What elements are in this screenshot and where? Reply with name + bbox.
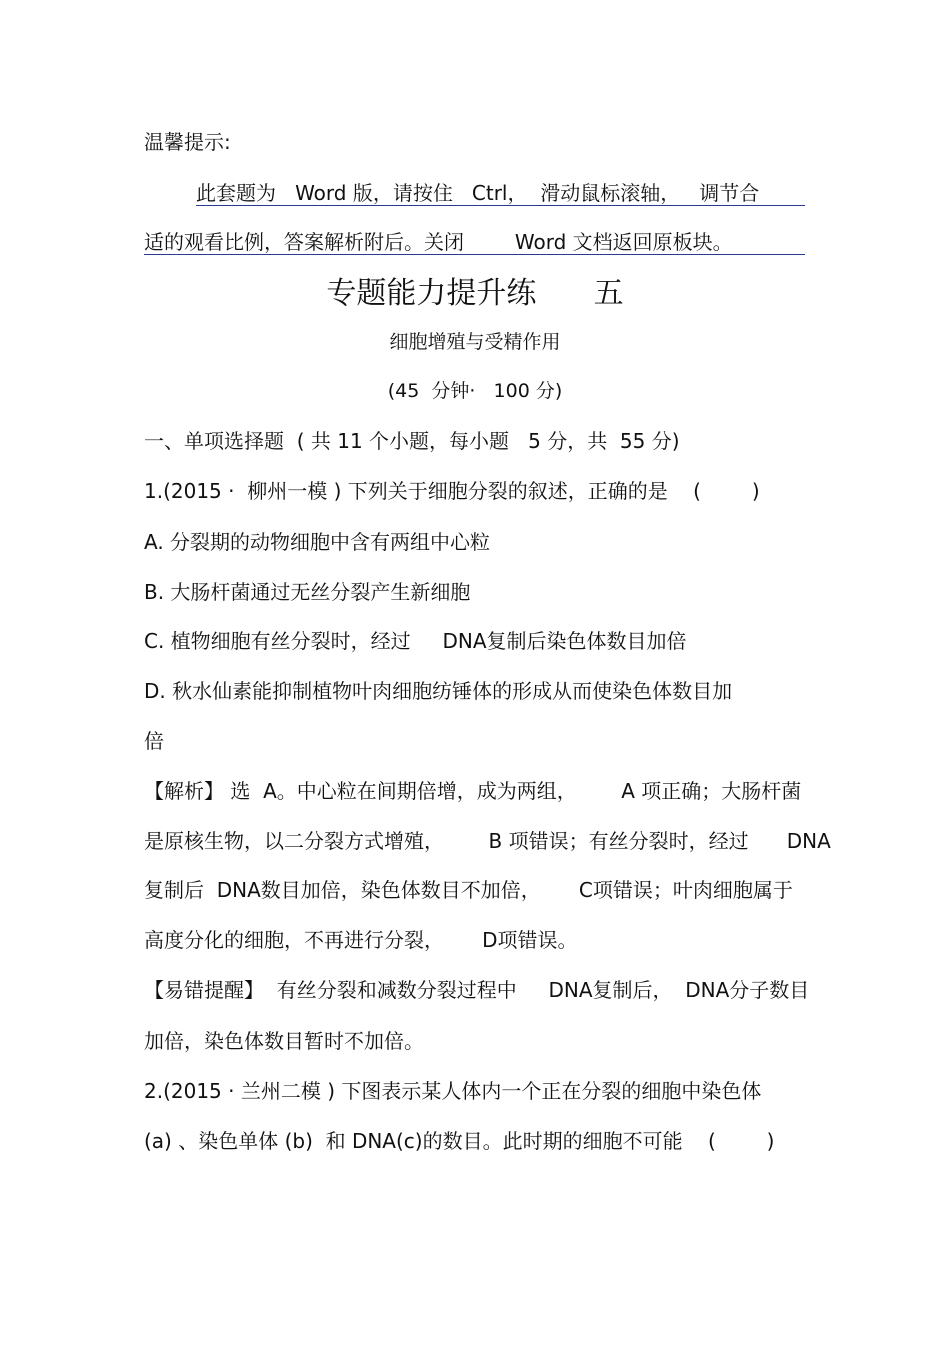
- notice-line-1: 此套题为 Word 版，请按住 Ctrl， 滑动鼠标滚轴， 调节合: [196, 181, 760, 205]
- q1-option-c: C. 植物细胞有丝分裂时，经过 DNA复制后染色体数目加倍: [144, 629, 687, 653]
- q1-analysis-3: 复制后 DNA数目加倍，染色体数目不加倍， C项错误；叶肉细胞属于: [144, 878, 793, 902]
- notice-underline-1: [196, 205, 805, 206]
- q2-stem-1: 2.(2015 · 兰州二模 ) 下图表示某人体内一个正在分裂的细胞中染色体: [144, 1079, 762, 1103]
- page-title: 专题能力提升练 五: [326, 276, 624, 311]
- notice-line-2: 适的观看比例，答案解析附后。关闭 Word 文档返回原板块。: [144, 230, 733, 254]
- q1-stem: 1.(2015 · 柳州一模 ) 下列关于细胞分裂的叙述，正确的是 ( ): [144, 479, 760, 503]
- q1-tip-1: 【易错提醒】 有丝分裂和减数分裂过程中 DNA复制后， DNA分子数目: [144, 978, 810, 1002]
- notice-underline-2: [144, 254, 805, 255]
- q2-stem-2: (a) 、染色单体 (b) 和 DNA(c)的数目。此时期的细胞不可能 ( ): [144, 1129, 775, 1153]
- q1-analysis-2: 是原核生物，以二分裂方式增殖， B 项错误；有丝分裂时，经过 DNA: [144, 829, 831, 853]
- notice-heading: 温馨提示:: [144, 130, 231, 154]
- section-heading: 一、单项选择题 ( 共 11 个小题，每小题 5 分，共 55 分): [144, 429, 680, 453]
- q1-option-b: B. 大肠杆菌通过无丝分裂产生新细胞: [144, 580, 471, 604]
- q1-analysis-4: 高度分化的细胞，不再进行分裂， D项错误。: [144, 928, 578, 952]
- q1-option-a: A. 分裂期的动物细胞中含有两组中心粒: [144, 530, 491, 554]
- q1-option-d: D. 秋水仙素能抑制植物叶肉细胞纺锤体的形成从而使染色体数目加: [144, 679, 733, 703]
- q1-option-d-cont: 倍: [144, 729, 164, 753]
- q1-tip-2: 加倍，染色体数目暂时不加倍。: [144, 1029, 424, 1053]
- page-subtitle: 细胞增殖与受精作用: [389, 331, 561, 353]
- q1-analysis-1: 【解析】 选 A。中心粒在间期倍增，成为两组， A 项正确；大肠杆菌: [144, 779, 802, 803]
- exam-meta: (45 分钟· 100 分): [387, 380, 563, 402]
